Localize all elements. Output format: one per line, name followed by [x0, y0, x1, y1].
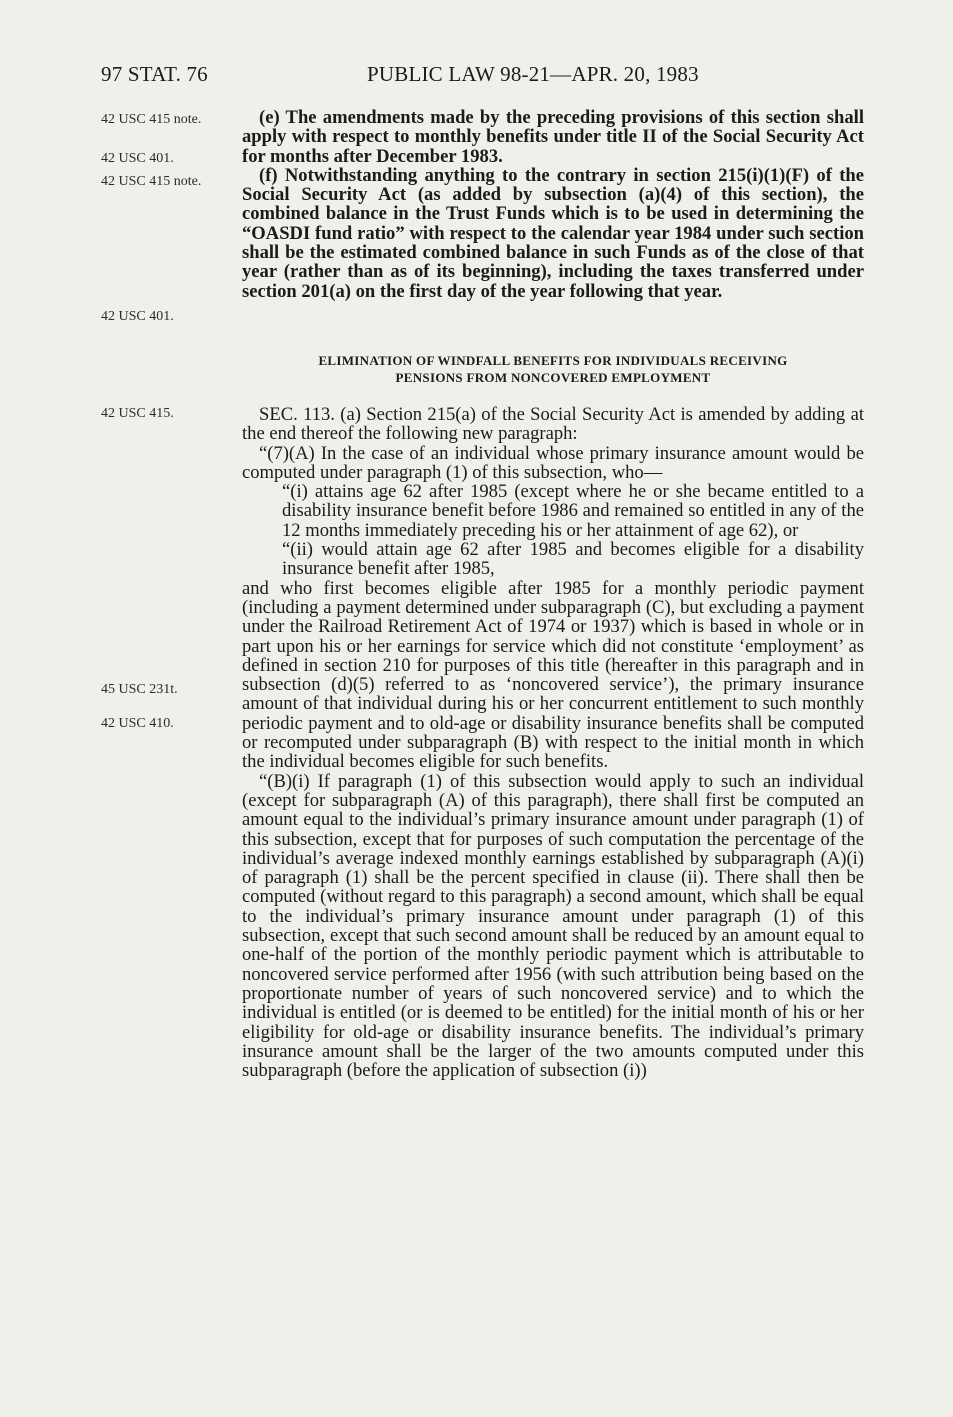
margin-citation: 42 USC 415 note.	[101, 174, 202, 189]
section-heading-line: ELIMINATION OF WINDFALL BENEFITS FOR INDIVIDUALS RECEIVING	[318, 353, 788, 368]
paragraph-7a: “(7)(A) In the case of an individual whose primary insurance amount would be computed under paragraph (1) of this subsection, who—	[242, 442, 864, 483]
section-f-paragraph: (f) Notwithstanding anything to the contrary in section 215(i)(1)(F) of the Social Security Act (as added by subsection (a)(4) of this section), the combined balance in the Trust Funds which is to be used in determining the “OASDI fund ratio” with respect to the calendar year 1984 under such section shall be the estimated combined balance in such Funds as of the close of that year (rather than as of its beginning), including the taxes transferred under section 201(a) on the first day of the year following that year.	[242, 164, 864, 302]
section-heading-line: PENSIONS FROM NONCOVERED EMPLOYMENT	[395, 370, 711, 385]
margin-citation: 45 USC 231t.	[101, 682, 178, 697]
page-running-head: PUBLIC LAW 98-21—APR. 20, 1983	[367, 62, 699, 86]
paragraph-7a-continued: and who first becomes eligible after 1985 for a monthly periodic payment (including a payment determined under subparagraph (C), but excluding a payment under the Railroad Retirement Act of 1974 or 1937) which is based in whole or in part upon his or her earnings for service which did not constitute ‘employment’ as defined in section 210 for purposes of this title (hereafter in this paragraph and in subsection (d)(5) referred to as ‘noncovered service’), the primary insurance amount of that individual during his or her concurrent entitlement to such monthly periodic payment and to old-age or disability insurance benefits shall be computed or recomputed under subparagraph (B) with respect to the initial month in which the individual becomes eligible for such benefits.	[242, 577, 864, 773]
section-113-body	[242, 405, 864, 1080]
margin-citation: 42 USC 415 note.	[101, 112, 202, 127]
clause-i: “(i) attains age 62 after 1985 (except where he or she became entitled to a disability insurance benefit before 1986 and remained so entitled in any of the 12 months immediately preceding his or her attainment of age 62), or	[282, 481, 864, 541]
margin-citation: 42 USC 401.	[101, 309, 174, 324]
margin-citation: 42 USC 401.	[101, 151, 174, 166]
clause-ii: “(ii) would attain age 62 after 1985 and becomes eligible for a disability insurance benefit after 1985,	[282, 539, 864, 580]
margin-citation: 42 USC 415.	[101, 406, 174, 421]
section-heading	[242, 352, 864, 386]
page-stat-number: 97 STAT. 76	[101, 62, 208, 86]
section-e-paragraph: (e) The amendments made by the preceding provisions of this section shall apply with respect to monthly benefits under title II of the Social Security Act for months after December 1983.	[242, 107, 864, 167]
sec-113-intro: SEC. 113. (a) Section 215(a) of the Social Security Act is amended by adding at the end thereof the following new paragraph:	[242, 404, 864, 445]
section-e-and-f	[242, 108, 864, 301]
margin-citation: 42 USC 410.	[101, 716, 174, 731]
paragraph-7b: “(B)(i) If paragraph (1) of this subsection would apply to such an individual (except for subparagraph (A) of this paragraph), there shall first be computed an amount equal to the individual’s primary insurance amount under paragraph (1) of this subsection, except that for purposes of such computation the percentage of the individual’s average indexed monthly earnings established by subparagraph (A)(i) of paragraph (1) shall be the percent specified in clause (ii). There shall then be computed (without regard to this paragraph) a second amount, which shall be equal to the individual’s primary insurance amount under paragraph (1) of this subsection, except that such second amount shall be reduced by an amount equal to one-half of the portion of the monthly periodic payment which is attributable to noncovered service performed after 1956 (with such attribution being based on the proportionate number of years of such noncovered service) and to which the individual is entitled (or is deemed to be entitled) for the initial month of his or her eligibility for old-age or disability insurance benefits. The individual’s primary insurance amount shall be the larger of the two amounts computed under this subparagraph (before the application of subsection (i))	[242, 770, 864, 1082]
